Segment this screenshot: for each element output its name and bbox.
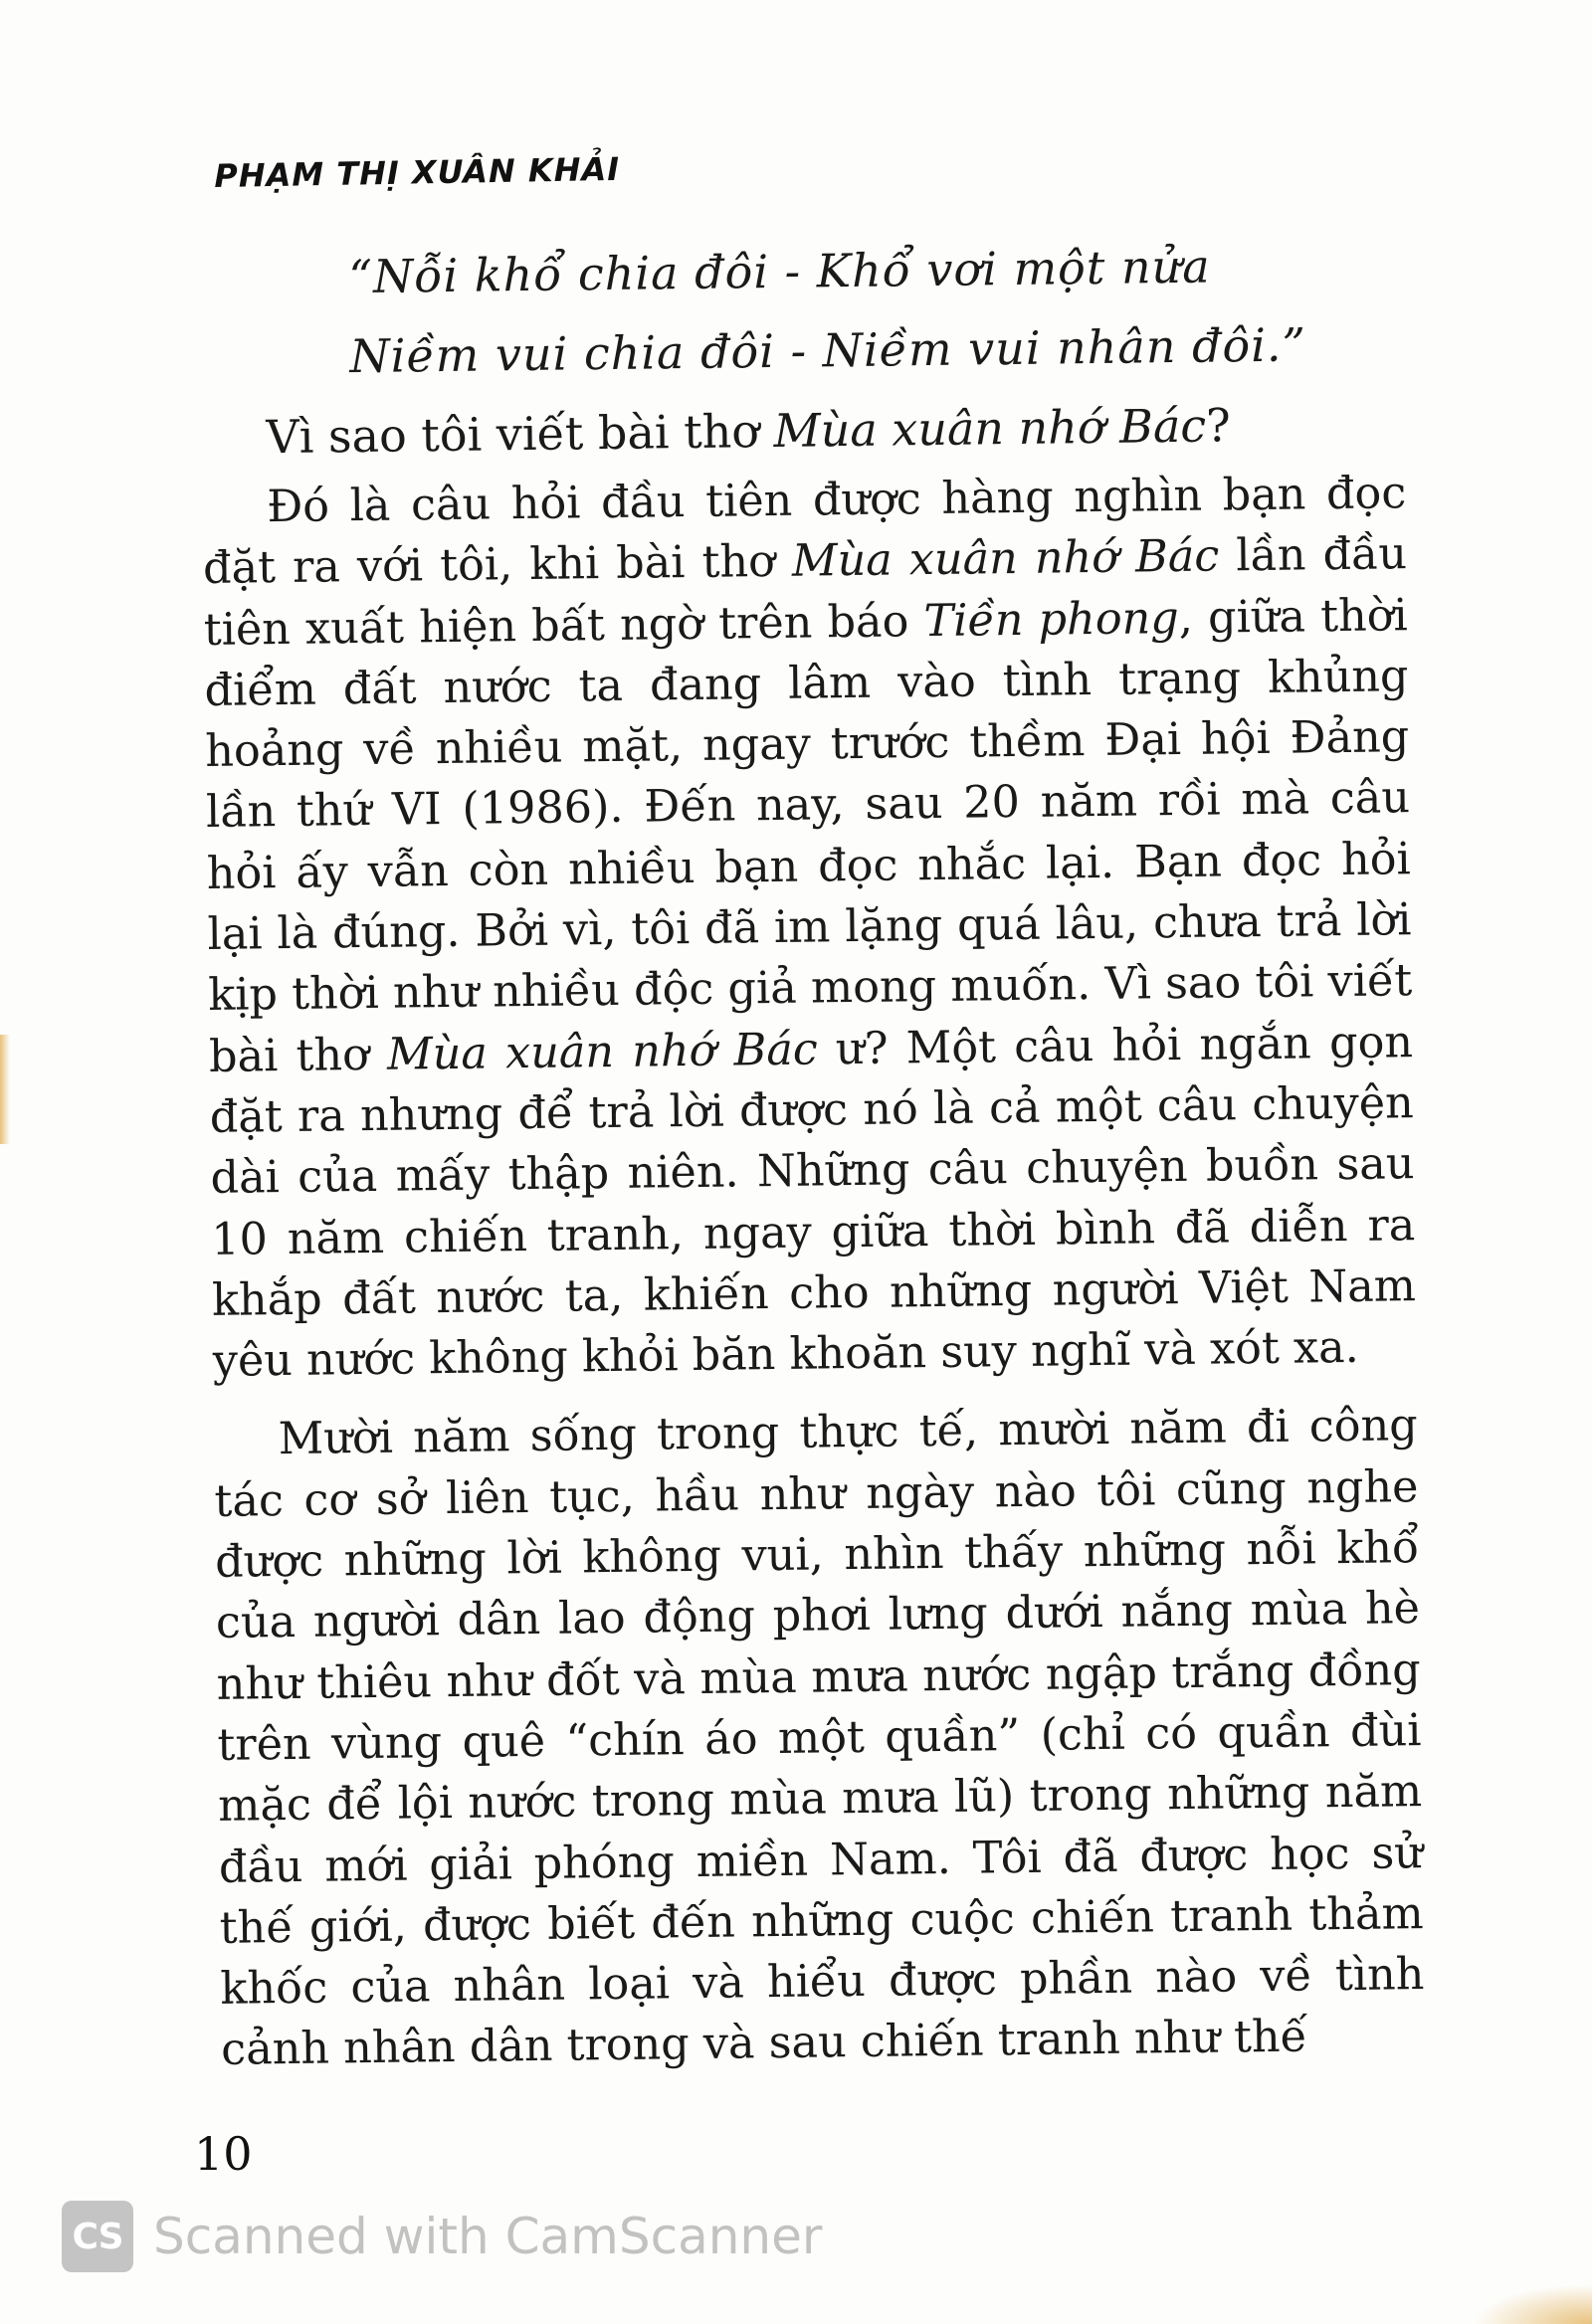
paragraph-2: Mười năm sống trong thực tế, mười năm đi công tác cơ sở liên tục, hầu như ngày nào tôi cũng nghe được những lời không vui, nhìn thấy những nỗi khổ của người dân lao động phơi lưng dưới nắng mùa hè như thiêu như đốt và mùa mưa nước ngập trắng đồng trên vùng quê “chín áo một quần” (chỉ có quần đùi mặc để lội nước trong mùa mưa lũ) trong những năm đầu mới giải phóng miền Nam. Tôi đã được học sử thế giới, được biết đến những cuộc chiến tranh thảm khốc của nhân loại và hiểu được phần nào về tình cảnh nhân dân trong và sau chiến tranh như thế — [214, 1400, 1425, 2076]
question-prefix: Vì sao tôi viết bài thơ — [266, 403, 774, 465]
page-corner-stain — [1473, 2284, 1592, 2324]
verse-line-2: Niềm vui chia đôi - Niềm vui nhân đôi.” — [349, 317, 1307, 384]
verse-line-1: “Nỗi khổ chia đôi - Khổ vơi một nửa — [348, 239, 1211, 304]
question-line — [201, 383, 1406, 478]
running-head: PHẠM THỊ XUÂN KHẢI — [214, 149, 621, 195]
paragraph-1-text: , giữa thời điểm đất nước ta đang lâm vào tình trạng khủng hoảng về nhiều mặt, ngay trước thềm Đại hội Đảng lần thứ VI (1986). Đến nay, sau 20 năm rồi mà câu hỏi ấy vẫn còn nhiều bạn đọc nhắc lại. Bạn đọc hỏi lại là đúng. Bởi vì, tôi đã im lặng quá lâu, chưa trả lời kịp thời như nhiều độc giả mong muốn. Vì sao tôi viết bài thơ — [204, 589, 1413, 1082]
paragraph-1-text: ư? Một câu hỏi ngắn gọn đặt ra nhưng để trả lời được nó là cả một câu chuyện dài của mấy thập niên. Những câu chuyện buồn sau 10 năm chiến tranh, ngay giữa thời bình đã diễn ra khắp đất nước ta, khiến cho những người Việt Nam yêu nước không khỏi băn khoăn suy nghĩ và xót xa. — [209, 1016, 1417, 1388]
camscanner-logo-icon — [62, 2201, 133, 2272]
paragraph-1 — [202, 463, 1417, 1392]
newspaper-title: Tiền phong — [923, 592, 1180, 647]
camscanner-watermark — [62, 2201, 822, 2272]
poem-title: Mùa xuân nhớ Bác — [791, 530, 1220, 588]
camscanner-logo-text: CS — [72, 2216, 123, 2257]
poem-title: Mùa xuân nhớ Bác — [773, 398, 1207, 458]
body-text — [199, 224, 1426, 2080]
paragraph-1-text: lần đầu tiên xuất hiện bất ngờ trên báo — [203, 528, 1408, 656]
watermark-text: Scanned with CamScanner — [153, 2208, 823, 2265]
question-suffix: ? — [1205, 398, 1232, 453]
verse-quote — [199, 224, 1405, 398]
paragraph-1-text: Đó là câu hỏi đầu tiên được hàng nghìn bạn đọc đặt ra với tôi, khi bài thơ — [202, 468, 1407, 595]
page-number: 10 — [194, 2127, 253, 2181]
page-edge-stain — [0, 1035, 10, 1144]
poem-title: Mùa xuân nhớ Bác — [386, 1024, 819, 1080]
